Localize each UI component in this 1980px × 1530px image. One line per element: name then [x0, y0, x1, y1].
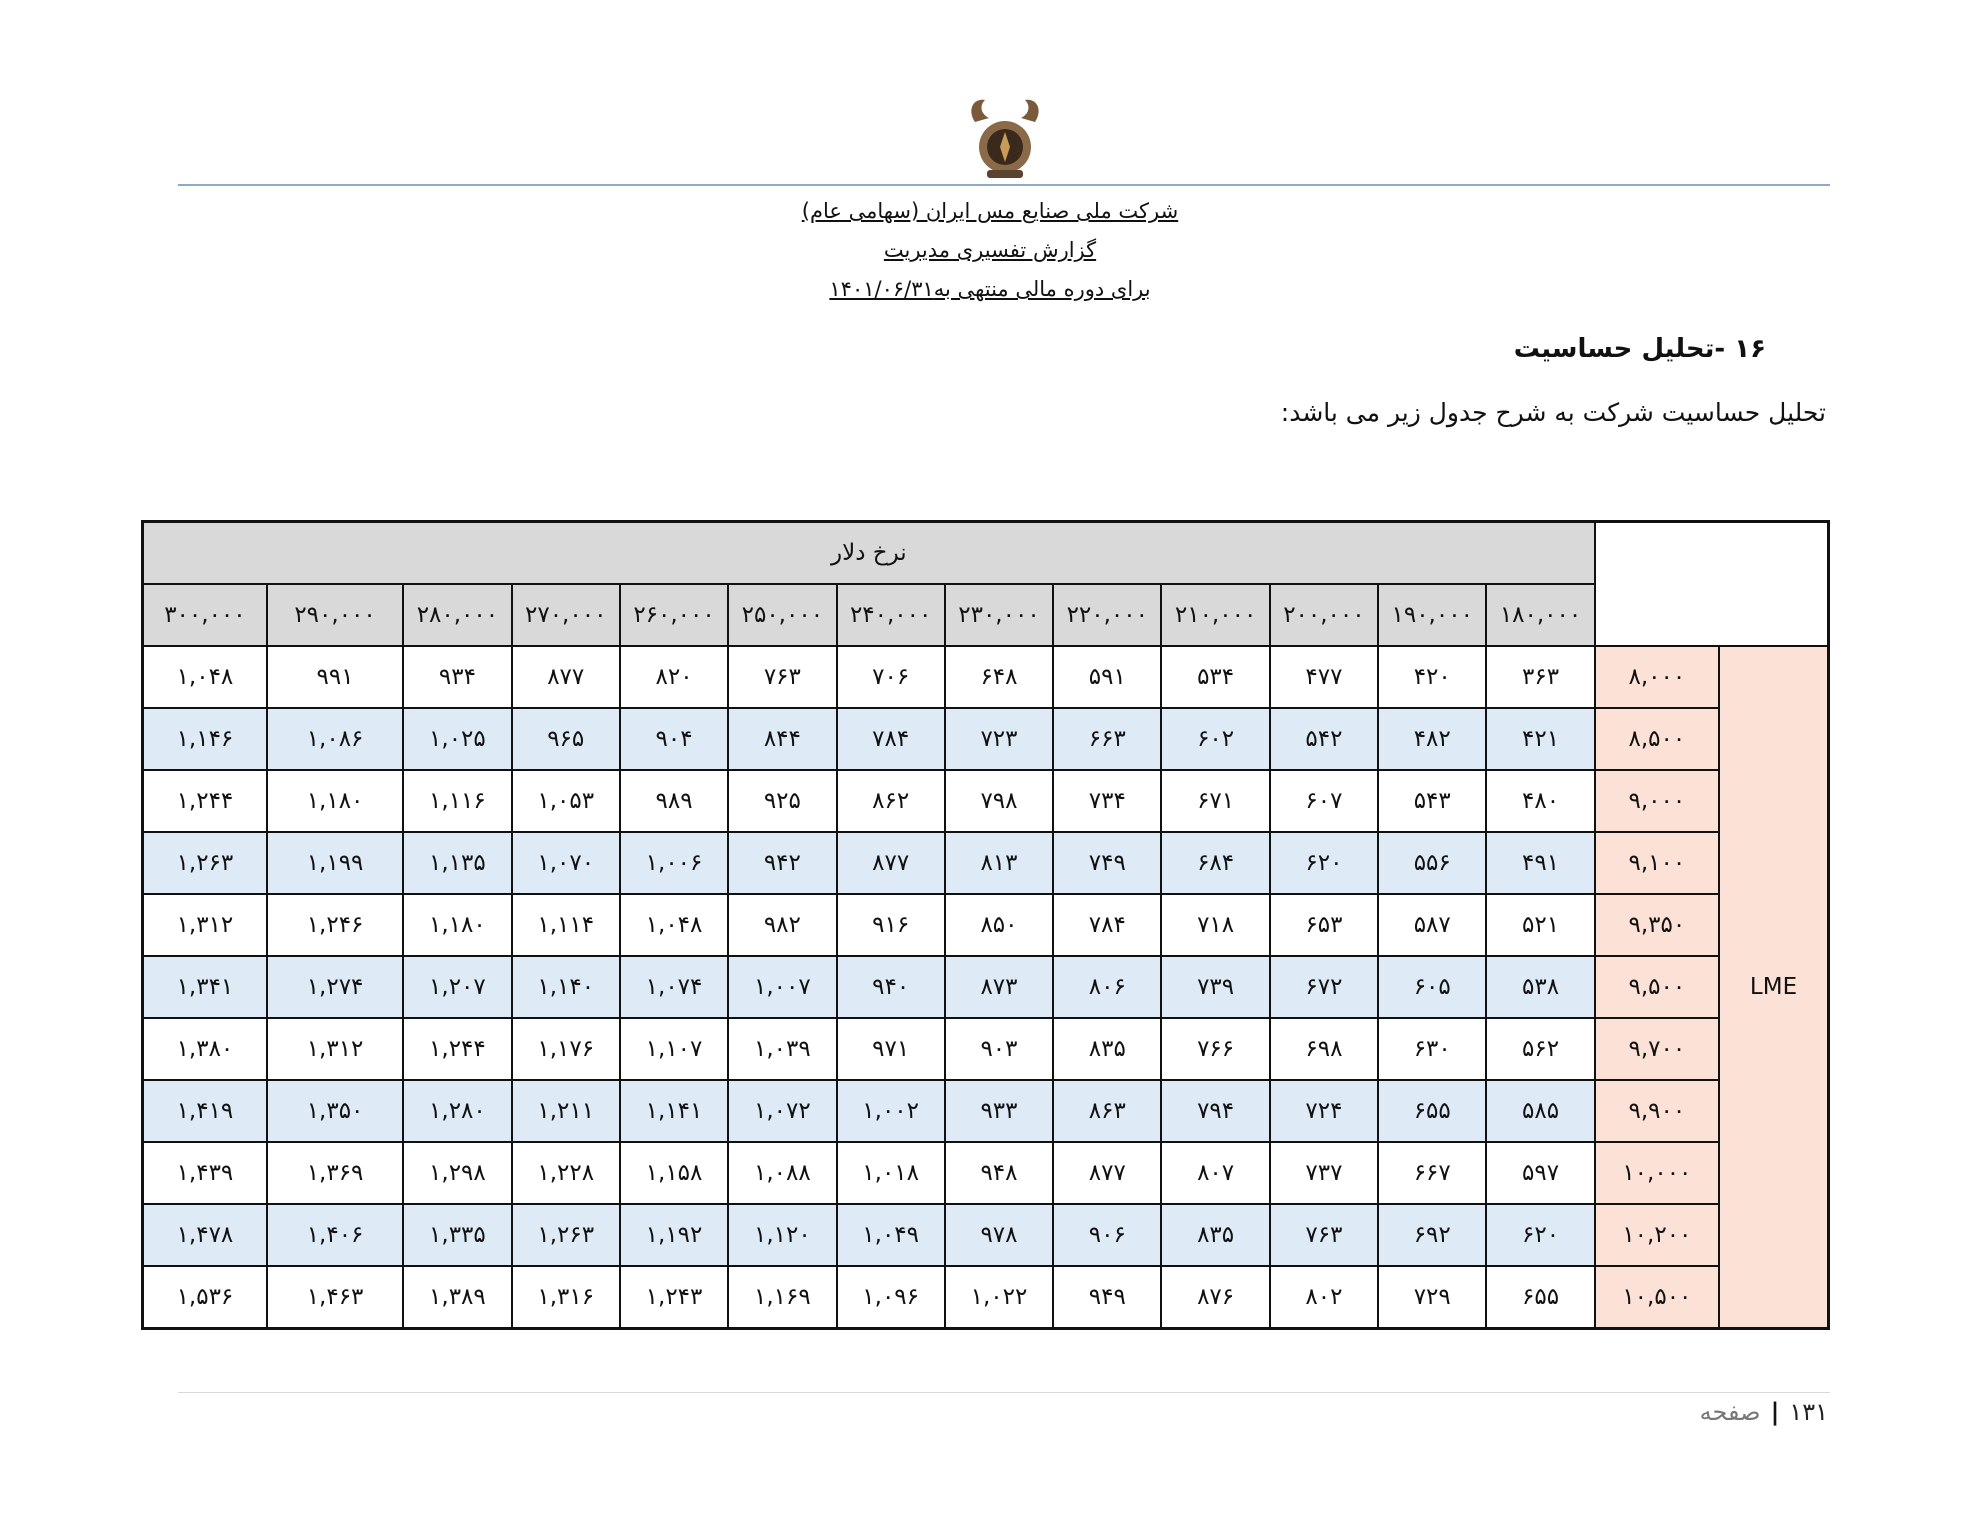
- table-cell: ۱,۳۴۱: [143, 956, 267, 1018]
- table-cell: ۱,۲۰۷: [403, 956, 511, 1018]
- dollar-rate-column-header: ۲۳۰,۰۰۰: [945, 584, 1053, 646]
- lme-price-cell: ۱۰,۰۰۰: [1595, 1142, 1719, 1204]
- table-cell: ۸۶۲: [837, 770, 945, 832]
- table-cell: ۷۳۷: [1270, 1142, 1378, 1204]
- table-cell: ۷۶۳: [728, 646, 836, 708]
- table-cell: ۶۳۰: [1378, 1018, 1486, 1080]
- table-cell: ۹۴۲: [728, 832, 836, 894]
- table-cell: ۶۶۷: [1378, 1142, 1486, 1204]
- table-cell: ۱,۱۵۸: [620, 1142, 728, 1204]
- table-cell: ۱,۱۹۹: [267, 832, 403, 894]
- table-cell: ۷۴۹: [1053, 832, 1161, 894]
- table-cell: ۵۸۵: [1486, 1080, 1594, 1142]
- table-cell: ۱,۲۸۰: [403, 1080, 511, 1142]
- table-cell: ۹۹۱: [267, 646, 403, 708]
- table-row: [143, 770, 1829, 832]
- dollar-rate-column-header: ۳۰۰,۰۰۰: [143, 584, 267, 646]
- table-cell: ۹۰۶: [1053, 1204, 1161, 1266]
- table-cell: ۵۹۱: [1053, 646, 1161, 708]
- lme-price-cell: ۱۰,۵۰۰: [1595, 1266, 1719, 1329]
- table-cell: ۵۴۳: [1378, 770, 1486, 832]
- table-row: [143, 708, 1829, 770]
- table-cell: ۷۸۴: [837, 708, 945, 770]
- table-cell: ۷۶۳: [1270, 1204, 1378, 1266]
- table-cell: ۱,۰۲۲: [945, 1266, 1053, 1329]
- table-cell: ۹۶۵: [512, 708, 620, 770]
- table-cell: ۹۷۸: [945, 1204, 1053, 1266]
- table-cell: ۱,۰۰۲: [837, 1080, 945, 1142]
- table-cell: ۸۶۳: [1053, 1080, 1161, 1142]
- table-cell: ۶۲۰: [1486, 1204, 1594, 1266]
- lme-label: LME: [1719, 646, 1828, 1329]
- table-cell: ۷۱۸: [1161, 894, 1269, 956]
- table-cell: ۵۲۱: [1486, 894, 1594, 956]
- table-cell: ۹۰۴: [620, 708, 728, 770]
- table-cell: ۱,۰۴۸: [143, 646, 267, 708]
- table-row: [143, 1266, 1829, 1329]
- table-cell: ۴۲۱: [1486, 708, 1594, 770]
- table-cell: ۵۴۲: [1270, 708, 1378, 770]
- table-cell: ۱,۱۹۲: [620, 1204, 728, 1266]
- table-cell: ۸۷۷: [1053, 1142, 1161, 1204]
- column-header-row: [143, 584, 1829, 646]
- table-cell: ۷۹۸: [945, 770, 1053, 832]
- table-cell: ۱,۰۴۸: [620, 894, 728, 956]
- lme-price-cell: ۱۰,۲۰۰: [1595, 1204, 1719, 1266]
- table-cell: ۶۰۲: [1161, 708, 1269, 770]
- header-rule: [178, 184, 1830, 186]
- table-row: [143, 1142, 1829, 1204]
- table-cell: ۷۳۴: [1053, 770, 1161, 832]
- table-cell: ۱,۰۴۹: [837, 1204, 945, 1266]
- report-period: برای دوره مالی منتهی به۱۴۰۱/۰۶/۳۱: [829, 277, 1151, 301]
- table-row: [143, 956, 1829, 1018]
- section-title: ۱۶ -تحلیل حساسیت: [1513, 334, 1766, 364]
- company-logo: [965, 92, 1045, 182]
- table-cell: ۴۸۰: [1486, 770, 1594, 832]
- company-name: شرکت ملی صنایع مس ایران (سهامی عام): [801, 199, 1179, 223]
- table-cell: ۶۷۱: [1161, 770, 1269, 832]
- table-cell: ۱,۵۳۶: [143, 1266, 267, 1329]
- table-cell: ۱,۴۱۹: [143, 1080, 267, 1142]
- table-cell: ۷۲۹: [1378, 1266, 1486, 1329]
- table-cell: ۱,۰۳۹: [728, 1018, 836, 1080]
- sensitivity-table: [141, 520, 1830, 1330]
- table-cell: ۴۹۱: [1486, 832, 1594, 894]
- table-cell: ۱,۱۱۶: [403, 770, 511, 832]
- table-cell: ۸۰۷: [1161, 1142, 1269, 1204]
- table-cell: ۱,۱۸۰: [267, 770, 403, 832]
- table-cell: ۱,۴۷۸: [143, 1204, 267, 1266]
- table-cell: ۱,۳۵۰: [267, 1080, 403, 1142]
- table-cell: ۵۹۷: [1486, 1142, 1594, 1204]
- table-row: [143, 1080, 1829, 1142]
- table-cell: ۶۵۵: [1486, 1266, 1594, 1329]
- lme-price-cell: ۹,۷۰۰: [1595, 1018, 1719, 1080]
- table-cell: ۹۸۲: [728, 894, 836, 956]
- table-cell: ۷۶۶: [1161, 1018, 1269, 1080]
- table-cell: ۱,۲۴۶: [267, 894, 403, 956]
- lme-price-cell: ۸,۵۰۰: [1595, 708, 1719, 770]
- table-cell: ۱,۰۷۲: [728, 1080, 836, 1142]
- lme-price-cell: ۹,۵۰۰: [1595, 956, 1719, 1018]
- table-cell: ۱,۲۷۴: [267, 956, 403, 1018]
- table-cell: ۶۴۸: [945, 646, 1053, 708]
- table-row: [143, 1204, 1829, 1266]
- table-cell: ۱,۲۶۳: [143, 832, 267, 894]
- table-cell: ۸۰۲: [1270, 1266, 1378, 1329]
- page-number: ۱۳۱: [1789, 1398, 1828, 1426]
- table-cell: ۱,۱۴۰: [512, 956, 620, 1018]
- table-body: [143, 646, 1829, 1329]
- table-cell: ۱,۰۸۶: [267, 708, 403, 770]
- table-cell: ۱,۳۱۲: [143, 894, 267, 956]
- table-cell: ۹۰۳: [945, 1018, 1053, 1080]
- table-cell: ۶۹۲: [1378, 1204, 1486, 1266]
- table-cell: ۶۵۳: [1270, 894, 1378, 956]
- table-cell: ۱,۴۶۳: [267, 1266, 403, 1329]
- lme-price-cell: ۹,۰۰۰: [1595, 770, 1719, 832]
- table-cell: ۱,۱۰۷: [620, 1018, 728, 1080]
- table-cell: ۱,۱۳۵: [403, 832, 511, 894]
- table-cell: ۸۳۵: [1053, 1018, 1161, 1080]
- lme-price-cell: ۹,۹۰۰: [1595, 1080, 1719, 1142]
- table-cell: ۱,۱۲۰: [728, 1204, 836, 1266]
- table-cell: ۱,۱۸۰: [403, 894, 511, 956]
- table-cell: ۱,۰۰۷: [728, 956, 836, 1018]
- table-cell: ۱,۱۱۴: [512, 894, 620, 956]
- table-cell: ۹۳۳: [945, 1080, 1053, 1142]
- table-cell: ۵۶۲: [1486, 1018, 1594, 1080]
- table-cell: ۱,۴۰۶: [267, 1204, 403, 1266]
- dollar-rate-column-header: ۲۶۰,۰۰۰: [620, 584, 728, 646]
- table-cell: ۹۱۶: [837, 894, 945, 956]
- table-cell: ۹۸۹: [620, 770, 728, 832]
- table-cell: ۱,۳۱۶: [512, 1266, 620, 1329]
- table-cell: ۶۲۰: [1270, 832, 1378, 894]
- table-cell: ۱,۱۴۶: [143, 708, 267, 770]
- table-cell: ۹۴۰: [837, 956, 945, 1018]
- table-cell: ۶۷۲: [1270, 956, 1378, 1018]
- table-cell: ۴۷۷: [1270, 646, 1378, 708]
- table-cell: ۱,۲۶۳: [512, 1204, 620, 1266]
- page-word: صفحه: [1699, 1398, 1761, 1426]
- table-cell: ۶۰۵: [1378, 956, 1486, 1018]
- table-cell: ۱,۲۴۴: [143, 770, 267, 832]
- table-cell: ۸۷۶: [1161, 1266, 1269, 1329]
- table-cell: ۶۰۷: [1270, 770, 1378, 832]
- table-cell: ۷۰۶: [837, 646, 945, 708]
- dollar-rate-column-header: ۲۰۰,۰۰۰: [1270, 584, 1378, 646]
- dollar-rate-column-header: ۱۹۰,۰۰۰: [1378, 584, 1486, 646]
- table-cell: ۱,۲۹۸: [403, 1142, 511, 1204]
- table-cell: ۱,۲۴۳: [620, 1266, 728, 1329]
- corner-cell: [1595, 522, 1829, 647]
- dollar-rate-column-header: ۲۸۰,۰۰۰: [403, 584, 511, 646]
- table-cell: ۹۴۹: [1053, 1266, 1161, 1329]
- footer-separator: |: [1770, 1398, 1780, 1426]
- table-cell: ۸۷۳: [945, 956, 1053, 1018]
- table-cell: ۸۷۷: [512, 646, 620, 708]
- table-cell: ۱,۰۷۴: [620, 956, 728, 1018]
- table-cell: ۱,۲۲۸: [512, 1142, 620, 1204]
- table-cell: ۱,۱۷۶: [512, 1018, 620, 1080]
- table-cell: ۷۲۴: [1270, 1080, 1378, 1142]
- table-cell: ۴۸۲: [1378, 708, 1486, 770]
- table-cell: ۷۹۴: [1161, 1080, 1269, 1142]
- page-footer: [1700, 1398, 1828, 1426]
- table-cell: ۱,۰۷۰: [512, 832, 620, 894]
- table-cell: ۱,۲۱۱: [512, 1080, 620, 1142]
- table-cell: ۱,۰۸۸: [728, 1142, 836, 1204]
- table-cell: ۷۳۹: [1161, 956, 1269, 1018]
- table-cell: ۷۲۳: [945, 708, 1053, 770]
- lme-price-cell: ۹,۱۰۰: [1595, 832, 1719, 894]
- footer-rule: [178, 1392, 1830, 1393]
- dollar-rate-header: نرخ دلار: [143, 522, 1595, 585]
- table-cell: ۷۸۴: [1053, 894, 1161, 956]
- section-intro: تحلیل حساسیت شرکت به شرح جدول زیر می باشد:: [1280, 398, 1826, 427]
- table-row: [143, 894, 1829, 956]
- dollar-rate-column-header: ۲۲۰,۰۰۰: [1053, 584, 1161, 646]
- dollar-rate-column-header: ۱۸۰,۰۰۰: [1486, 584, 1594, 646]
- table-cell: ۱,۰۱۸: [837, 1142, 945, 1204]
- table-cell: ۶۸۴: [1161, 832, 1269, 894]
- lme-price-cell: ۸,۰۰۰: [1595, 646, 1719, 708]
- table-cell: ۱,۰۰۶: [620, 832, 728, 894]
- table-cell: ۱,۲۴۴: [403, 1018, 511, 1080]
- table-cell: ۹۴۸: [945, 1142, 1053, 1204]
- table-cell: ۶۹۸: [1270, 1018, 1378, 1080]
- table-cell: ۸۵۰: [945, 894, 1053, 956]
- table-cell: ۹۲۵: [728, 770, 836, 832]
- dollar-rate-column-header: ۲۵۰,۰۰۰: [728, 584, 836, 646]
- table-cell: ۸۰۶: [1053, 956, 1161, 1018]
- table-cell: ۹۳۴: [403, 646, 511, 708]
- table-cell: ۵۳۴: [1161, 646, 1269, 708]
- table-cell: ۳۶۳: [1486, 646, 1594, 708]
- table-cell: ۸۲۰: [620, 646, 728, 708]
- table-cell: ۱,۰۵۳: [512, 770, 620, 832]
- table-cell: ۵۵۶: [1378, 832, 1486, 894]
- table-cell: ۸۴۴: [728, 708, 836, 770]
- table-cell: ۱,۳۳۵: [403, 1204, 511, 1266]
- dollar-rate-column-header: ۲۹۰,۰۰۰: [267, 584, 403, 646]
- dollar-rate-column-header: ۲۴۰,۰۰۰: [837, 584, 945, 646]
- table-cell: ۵۸۷: [1378, 894, 1486, 956]
- table-cell: ۸۳۵: [1161, 1204, 1269, 1266]
- table-cell: ۶۶۳: [1053, 708, 1161, 770]
- table-cell: ۱,۳۶۹: [267, 1142, 403, 1204]
- table-cell: ۱,۰۲۵: [403, 708, 511, 770]
- table-cell: ۱,۳۸۰: [143, 1018, 267, 1080]
- table-cell: ۱,۱۶۹: [728, 1266, 836, 1329]
- table-cell: ۸۱۳: [945, 832, 1053, 894]
- dollar-rate-column-header: ۲۷۰,۰۰۰: [512, 584, 620, 646]
- table-cell: ۱,۳۸۹: [403, 1266, 511, 1329]
- report-title: گزارش تفسیری مدیریت: [883, 238, 1097, 262]
- table-cell: ۴۲۰: [1378, 646, 1486, 708]
- dollar-rate-column-header: ۲۱۰,۰۰۰: [1161, 584, 1269, 646]
- lme-price-cell: ۹,۳۵۰: [1595, 894, 1719, 956]
- table-cell: ۱,۳۱۲: [267, 1018, 403, 1080]
- table-cell: ۱,۱۴۱: [620, 1080, 728, 1142]
- table-cell: ۹۷۱: [837, 1018, 945, 1080]
- table-row: [143, 646, 1829, 708]
- table-row: [143, 1018, 1829, 1080]
- table-cell: ۸۷۷: [837, 832, 945, 894]
- table-cell: ۶۵۵: [1378, 1080, 1486, 1142]
- table-cell: ۱,۴۳۹: [143, 1142, 267, 1204]
- table-cell: ۱,۰۹۶: [837, 1266, 945, 1329]
- table-cell: ۵۳۸: [1486, 956, 1594, 1018]
- report-header: [0, 192, 1980, 309]
- table-row: [143, 832, 1829, 894]
